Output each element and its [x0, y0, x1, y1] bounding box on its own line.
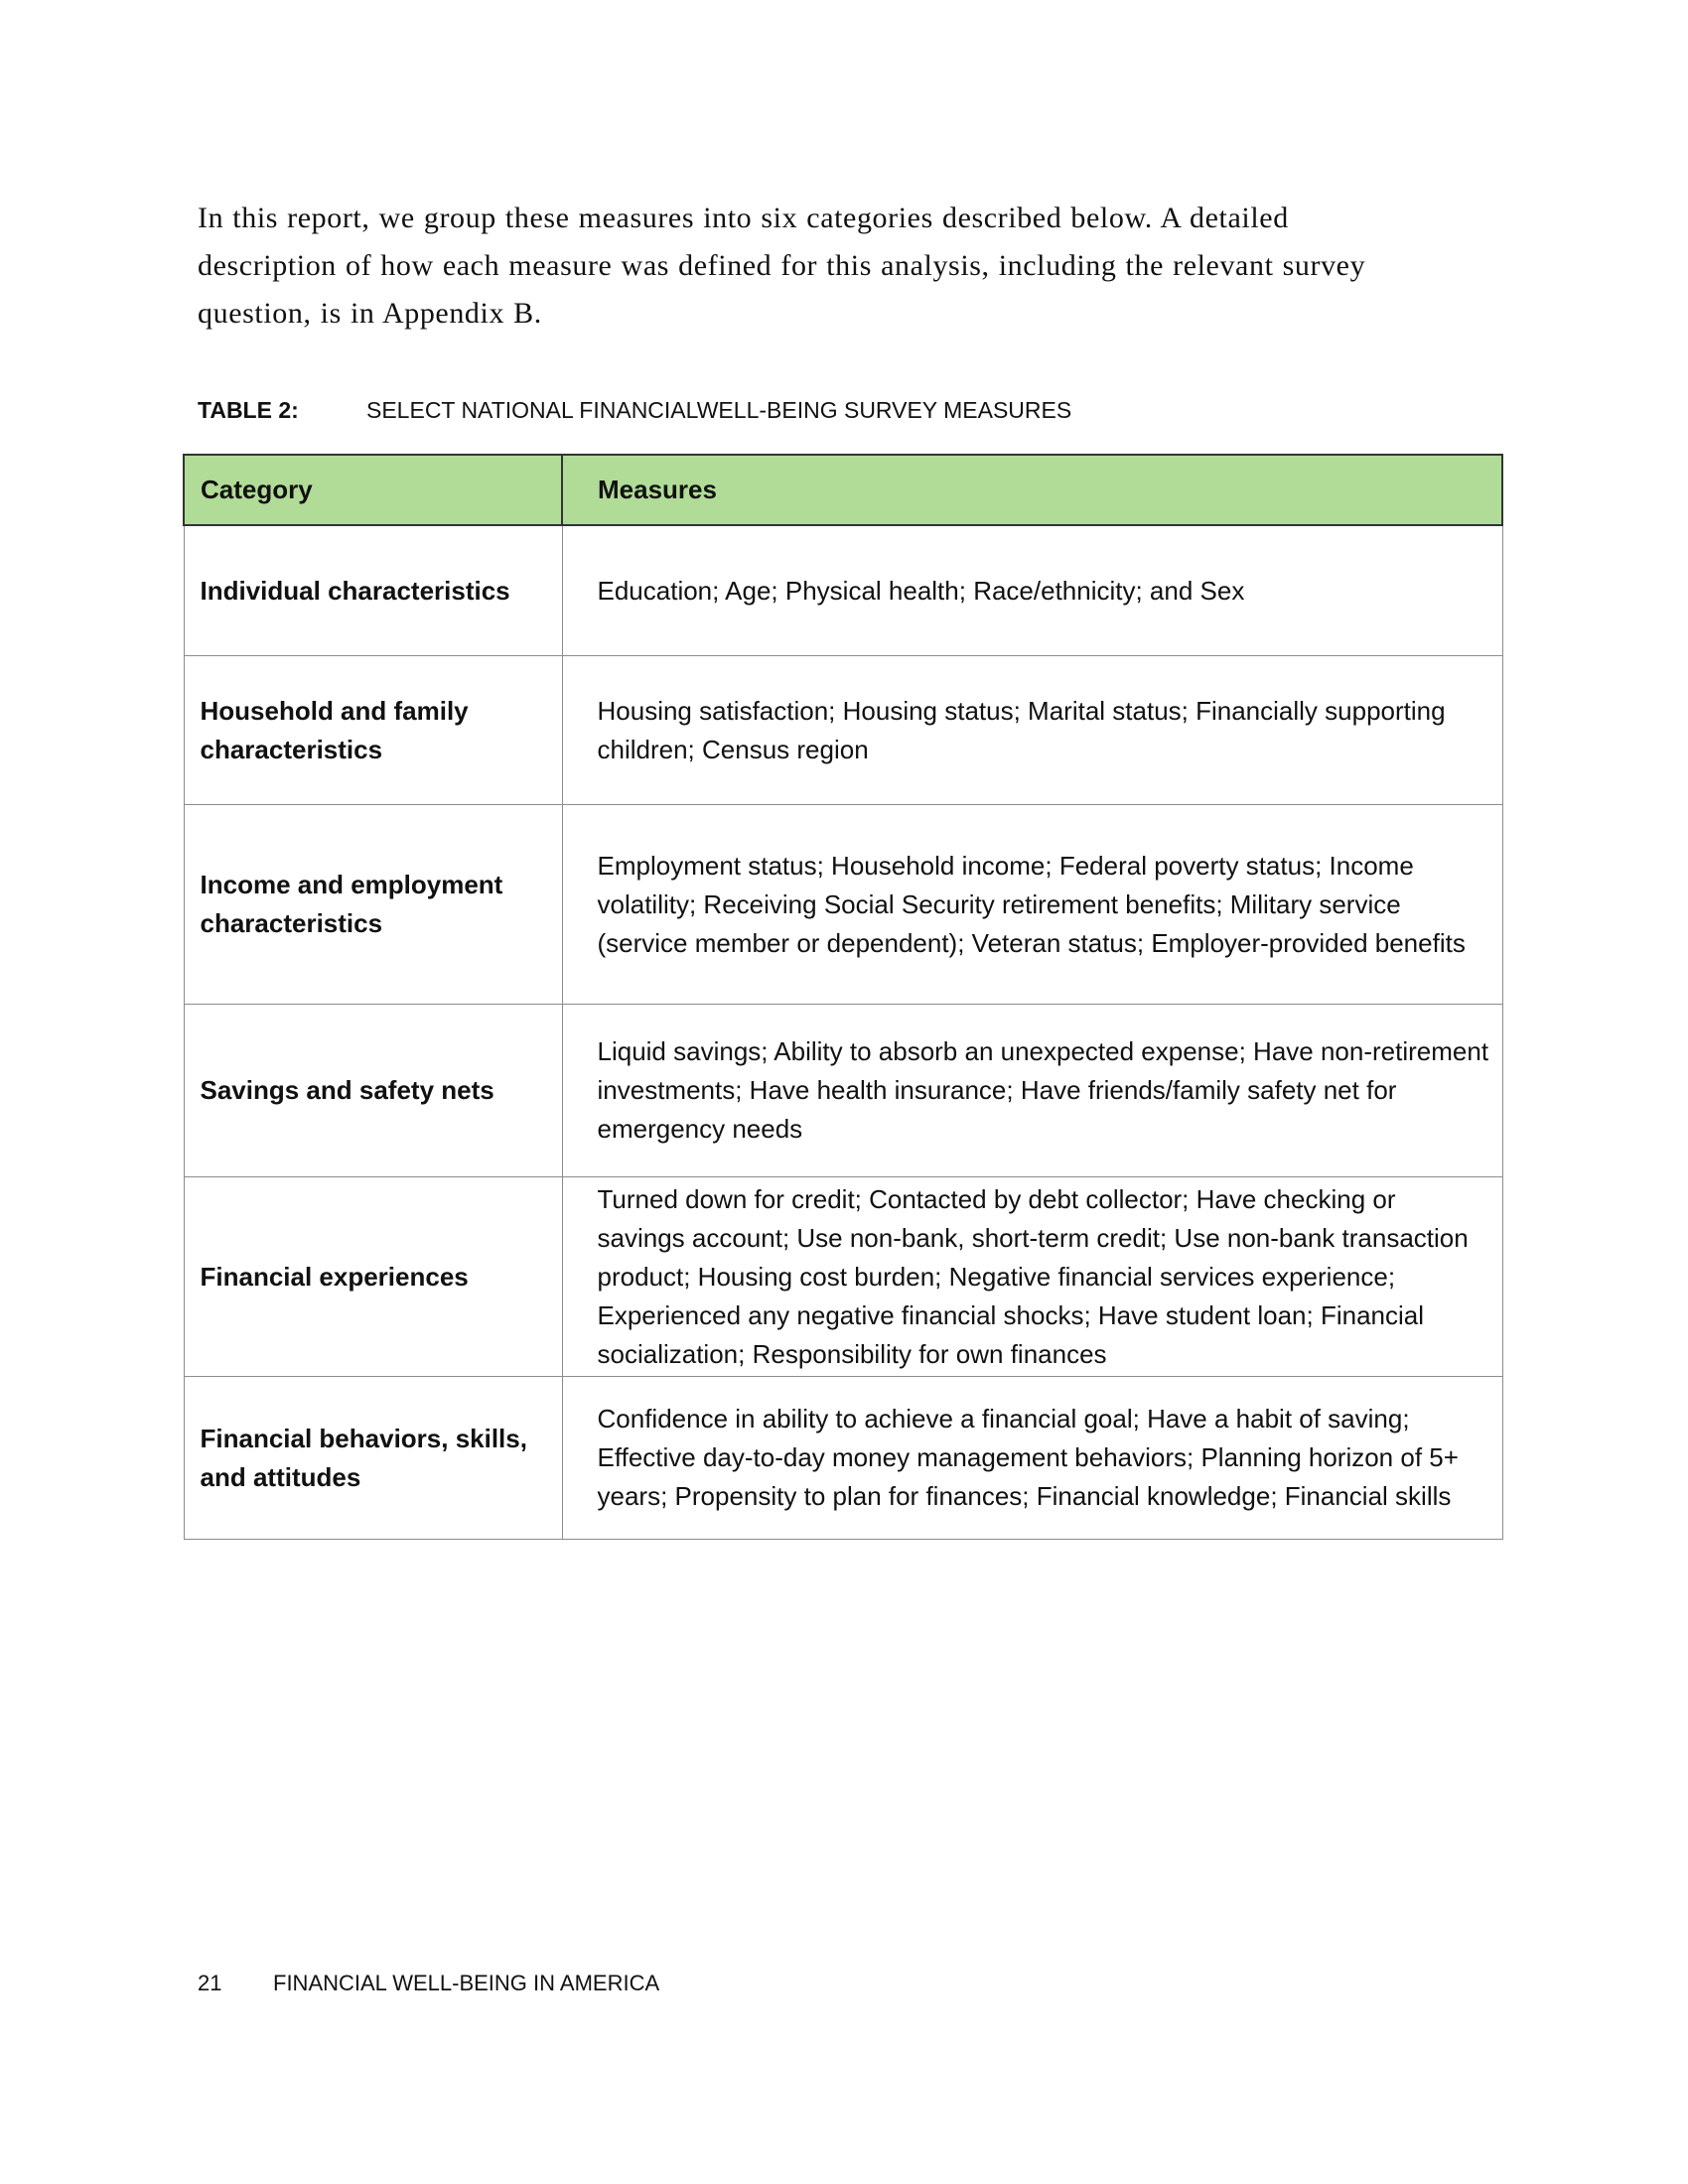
measures-cell: Confidence in ability to achieve a financial goal; Have a habit of saving; Effective day-to-day money management behaviors; Planning horizon of 5+ years; Propensity to plan for finances; Financial knowledge; Financial skills — [562, 1377, 1502, 1540]
table-caption-label: TABLE 2: — [198, 397, 299, 423]
table-caption — [198, 395, 1071, 425]
category-cell: Income and employment characteristics — [184, 805, 562, 1005]
measures-cell: Turned down for credit; Contacted by debt collector; Have checking or savings account; Use non-bank, short-term credit; Use non-bank transaction product; Housing cost burden; Negative financial services experience; Experienced any negative financial shocks; Have student loan; Financial socialization; Responsibility for own finances — [562, 1177, 1502, 1377]
table-row — [184, 656, 1502, 805]
category-cell: Savings and safety nets — [184, 1005, 562, 1177]
table-row — [184, 805, 1502, 1005]
page-footer — [198, 1970, 659, 1997]
category-cell: Financial experiences — [184, 1177, 562, 1377]
measures-cell: Liquid savings; Ability to absorb an unexpected expense; Have non-retirement investments; Have health insurance; Have friends/family safety net for emergency needs — [562, 1005, 1502, 1177]
category-cell: Household and family characteristics — [184, 656, 562, 805]
measures-cell: Housing satisfaction; Housing status; Marital status; Financially supporting children; Census region — [562, 656, 1502, 805]
table-caption-title: SELECT NATIONAL FINANCIALWELL-BEING SURVEY MEASURES — [366, 397, 1072, 423]
table-row — [184, 525, 1502, 656]
measures-cell: Employment status; Household income; Federal poverty status; Income volatility; Receiving Social Security retirement benefits; Military service (service member or dependent); Veteran status; Employer-provided benefits — [562, 805, 1502, 1005]
page-number: 21 — [198, 1971, 222, 1995]
intro-line: question, is in Appendix B. — [198, 297, 542, 330]
measures-table — [183, 454, 1503, 1540]
running-title: FINANCIAL WELL-BEING IN AMERICA — [273, 1971, 660, 1995]
intro-paragraph — [198, 195, 1488, 338]
measures-cell: Education; Age; Physical health; Race/ethnicity; and Sex — [562, 525, 1502, 656]
table-row — [184, 1005, 1502, 1177]
table-row — [184, 1177, 1502, 1377]
category-cell: Individual characteristics — [184, 525, 562, 656]
intro-line: description of how each measure was defined for this analysis, including the relevant survey — [198, 249, 1366, 282]
intro-line: In this report, we group these measures into six categories described below. A detailed — [198, 202, 1289, 234]
table-row — [184, 1377, 1502, 1540]
table-header-row — [184, 455, 1502, 525]
header-measures: Measures — [562, 455, 1502, 525]
header-category: Category — [184, 455, 562, 525]
category-cell: Financial behaviors, skills, and attitudes — [184, 1377, 562, 1540]
